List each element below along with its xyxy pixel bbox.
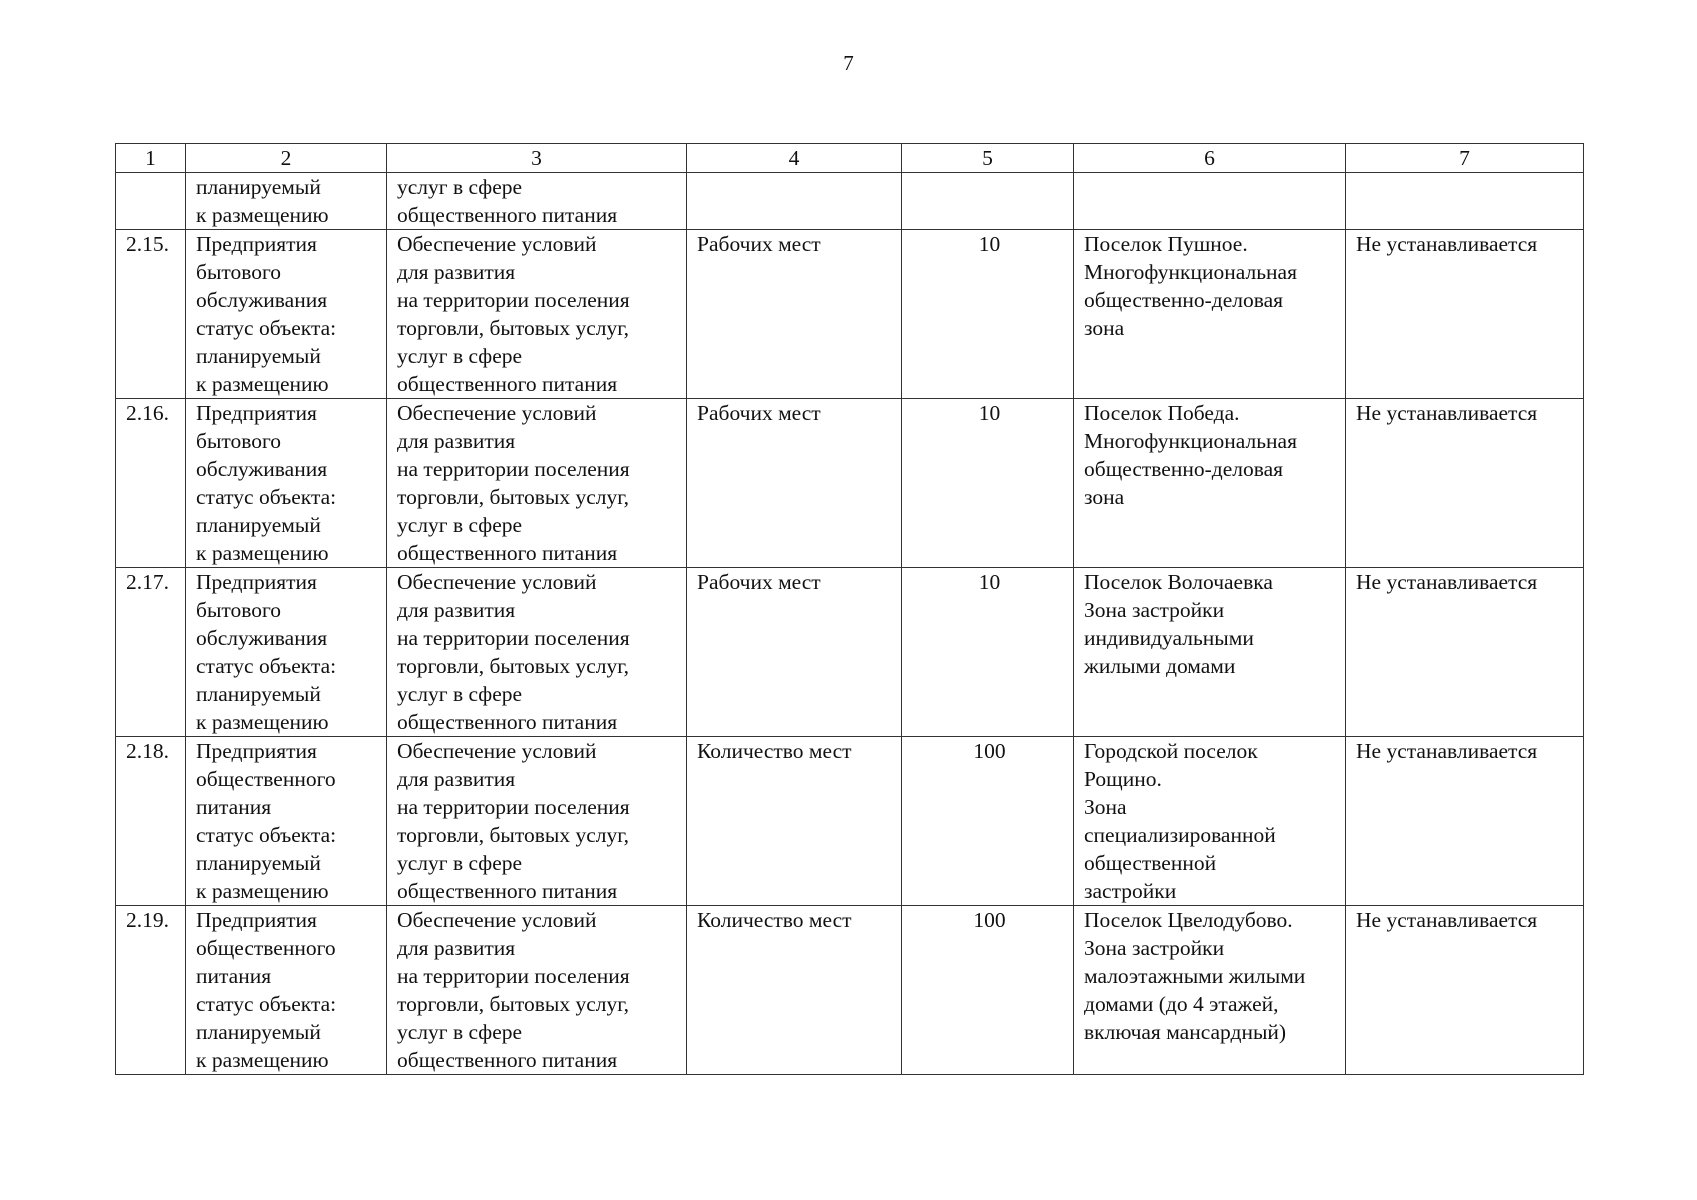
cell-line: на территории поселения: [397, 457, 630, 481]
cell-line: к размещению: [196, 1048, 329, 1072]
cell-line: бытового: [196, 429, 282, 453]
column-header-4: 4: [687, 144, 902, 173]
cell-value: 10: [902, 230, 1074, 399]
cell-line: к размещению: [196, 541, 329, 565]
cell-line: Предприятия: [196, 232, 317, 256]
cell-line: общественной: [1084, 851, 1217, 875]
cell-line: услуг в сфере: [397, 344, 523, 368]
cell-line: на территории поселения: [397, 795, 630, 819]
cell-line: общественного питания: [397, 1048, 618, 1072]
cell-line: планируемый: [196, 175, 321, 199]
table-row: [116, 906, 1584, 1075]
cell-line: на территории поселения: [397, 964, 630, 988]
cell-line: планируемый: [196, 1020, 321, 1044]
column-header-2: 2: [186, 144, 387, 173]
cell-zone: [1346, 173, 1584, 230]
cell-object: [186, 568, 387, 737]
cell-number: 2.19.: [116, 906, 186, 1075]
cell-object: [186, 906, 387, 1075]
cell-line: Предприятия: [196, 908, 317, 932]
column-header-1: 1: [116, 144, 186, 173]
cell-unit: Рабочих мест: [687, 230, 902, 399]
cell-line: услуг в сфере: [397, 682, 523, 706]
cell-line: Городской поселок: [1084, 739, 1258, 763]
cell-line: услуг в сфере: [397, 1020, 523, 1044]
cell-line: к размещению: [196, 203, 329, 227]
table-row: [116, 568, 1584, 737]
cell-line: на территории поселения: [397, 288, 630, 312]
cell-line: Предприятия: [196, 739, 317, 763]
cell-line: для развития: [397, 936, 516, 960]
cell-line: жилыми домами: [1084, 654, 1236, 678]
cell-line: Зона застройки: [1084, 936, 1225, 960]
cell-purpose: [387, 399, 687, 568]
cell-line: к размещению: [196, 879, 329, 903]
cell-line: общественно-деловая: [1084, 288, 1284, 312]
table-row: [116, 230, 1584, 399]
cell-line: планируемый: [196, 513, 321, 537]
header-row: [116, 144, 1584, 173]
cell-object: [186, 230, 387, 399]
cell-line: общественно-деловая: [1084, 457, 1284, 481]
cell-zone: Не устанавливается: [1346, 737, 1584, 906]
cell-line: индивидуальными: [1084, 626, 1254, 650]
cell-zone: Не устанавливается: [1346, 230, 1584, 399]
cell-unit: Количество мест: [687, 906, 902, 1075]
table-row: [116, 399, 1584, 568]
cell-line: застройки: [1084, 879, 1177, 903]
cell-zone: Не устанавливается: [1346, 906, 1584, 1075]
column-header-6: 6: [1074, 144, 1346, 173]
cell-line: Обеспечение условий: [397, 739, 597, 763]
cell-line: малоэтажными жилыми: [1084, 964, 1306, 988]
cell-location: [1074, 230, 1346, 399]
cell-line: планируемый: [196, 682, 321, 706]
cell-purpose: [387, 230, 687, 399]
cell-line: Поселок Победа.: [1084, 401, 1240, 425]
cell-zone: Не устанавливается: [1346, 568, 1584, 737]
cell-line: включая мансардный): [1084, 1020, 1287, 1044]
cell-line: для развития: [397, 767, 516, 791]
cell-line: бытового: [196, 260, 282, 284]
cell-line: Предприятия: [196, 570, 317, 594]
cell-object: [186, 173, 387, 230]
cell-value: 10: [902, 399, 1074, 568]
cell-line: торговли, бытовых услуг,: [397, 654, 630, 678]
cell-line: Многофункциональная: [1084, 260, 1297, 284]
cell-location: [1074, 737, 1346, 906]
continuation-row: [116, 173, 1584, 230]
cell-location: [1074, 568, 1346, 737]
cell-line: общественного: [196, 936, 336, 960]
cell-line: Предприятия: [196, 401, 317, 425]
cell-number: 2.16.: [116, 399, 186, 568]
cell-unit: Количество мест: [687, 737, 902, 906]
cell-object: [186, 399, 387, 568]
cell-line: к размещению: [196, 372, 329, 396]
cell-line: торговли, бытовых услуг,: [397, 485, 630, 509]
cell-line: Обеспечение условий: [397, 232, 597, 256]
cell-value: 100: [902, 906, 1074, 1075]
column-header-3: 3: [387, 144, 687, 173]
cell-line: Многофункциональная: [1084, 429, 1297, 453]
cell-line: торговли, бытовых услуг,: [397, 992, 630, 1016]
cell-purpose: [387, 737, 687, 906]
cell-line: Зона застройки: [1084, 598, 1225, 622]
cell-line: торговли, бытовых услуг,: [397, 316, 630, 340]
cell-line: специализированной: [1084, 823, 1276, 847]
cell-line: обслуживания: [196, 626, 328, 650]
cell-value: 100: [902, 737, 1074, 906]
cell-line: услуг в сфере: [397, 851, 523, 875]
cell-line: общественного питания: [397, 372, 618, 396]
table-row: [116, 737, 1584, 906]
cell-line: обслуживания: [196, 288, 328, 312]
cell-line: общественного: [196, 767, 336, 791]
cell-line: планируемый: [196, 851, 321, 875]
cell-purpose: [387, 173, 687, 230]
cell-line: Рощино.: [1084, 767, 1162, 791]
cell-line: зона: [1084, 485, 1125, 509]
page-number: 7: [843, 51, 854, 75]
cell-unit: Рабочих мест: [687, 568, 902, 737]
cell-number: 2.15.: [116, 230, 186, 399]
cell-value: 10: [902, 568, 1074, 737]
cell-line: общественного питания: [397, 879, 618, 903]
cell-zone: Не устанавливается: [1346, 399, 1584, 568]
cell-line: Поселок Волочаевка: [1084, 570, 1273, 594]
cell-line: для развития: [397, 260, 516, 284]
cell-line: Поселок Пушное.: [1084, 232, 1248, 256]
cell-line: на территории поселения: [397, 626, 630, 650]
column-header-5: 5: [902, 144, 1074, 173]
cell-line: торговли, бытовых услуг,: [397, 823, 630, 847]
cell-line: общественного питания: [397, 203, 618, 227]
cell-line: услуг в сфере: [397, 175, 523, 199]
cell-location: [1074, 173, 1346, 230]
cell-line: услуг в сфере: [397, 513, 523, 537]
cell-unit: Рабочих мест: [687, 399, 902, 568]
cell-number: [116, 173, 186, 230]
cell-unit: [687, 173, 902, 230]
cell-line: питания: [196, 795, 272, 819]
cell-number: 2.18.: [116, 737, 186, 906]
cell-object: [186, 737, 387, 906]
cell-line: Обеспечение условий: [397, 908, 597, 932]
cell-line: бытового: [196, 598, 282, 622]
cell-number: 2.17.: [116, 568, 186, 737]
cell-line: для развития: [397, 598, 516, 622]
cell-line: Зона: [1084, 795, 1127, 819]
cell-location: [1074, 399, 1346, 568]
cell-line: к размещению: [196, 710, 329, 734]
cell-value: [902, 173, 1074, 230]
cell-line: статус объекта:: [196, 992, 337, 1016]
cell-line: статус объекта:: [196, 654, 337, 678]
cell-location: [1074, 906, 1346, 1075]
cell-purpose: [387, 568, 687, 737]
cell-line: питания: [196, 964, 272, 988]
cell-purpose: [387, 906, 687, 1075]
cell-line: статус объекта:: [196, 823, 337, 847]
cell-line: обслуживания: [196, 457, 328, 481]
cell-line: общественного питания: [397, 710, 618, 734]
cell-line: планируемый: [196, 344, 321, 368]
cell-line: домами (до 4 этажей,: [1084, 992, 1279, 1016]
cell-line: для развития: [397, 429, 516, 453]
cell-line: Поселок Цвелодубово.: [1084, 908, 1293, 932]
cell-line: статус объекта:: [196, 485, 337, 509]
cell-line: зона: [1084, 316, 1125, 340]
column-header-7: 7: [1346, 144, 1584, 173]
cell-line: общественного питания: [397, 541, 618, 565]
objects-table: [115, 143, 1584, 1075]
cell-line: Обеспечение условий: [397, 401, 597, 425]
cell-line: Обеспечение условий: [397, 570, 597, 594]
cell-line: статус объекта:: [196, 316, 337, 340]
